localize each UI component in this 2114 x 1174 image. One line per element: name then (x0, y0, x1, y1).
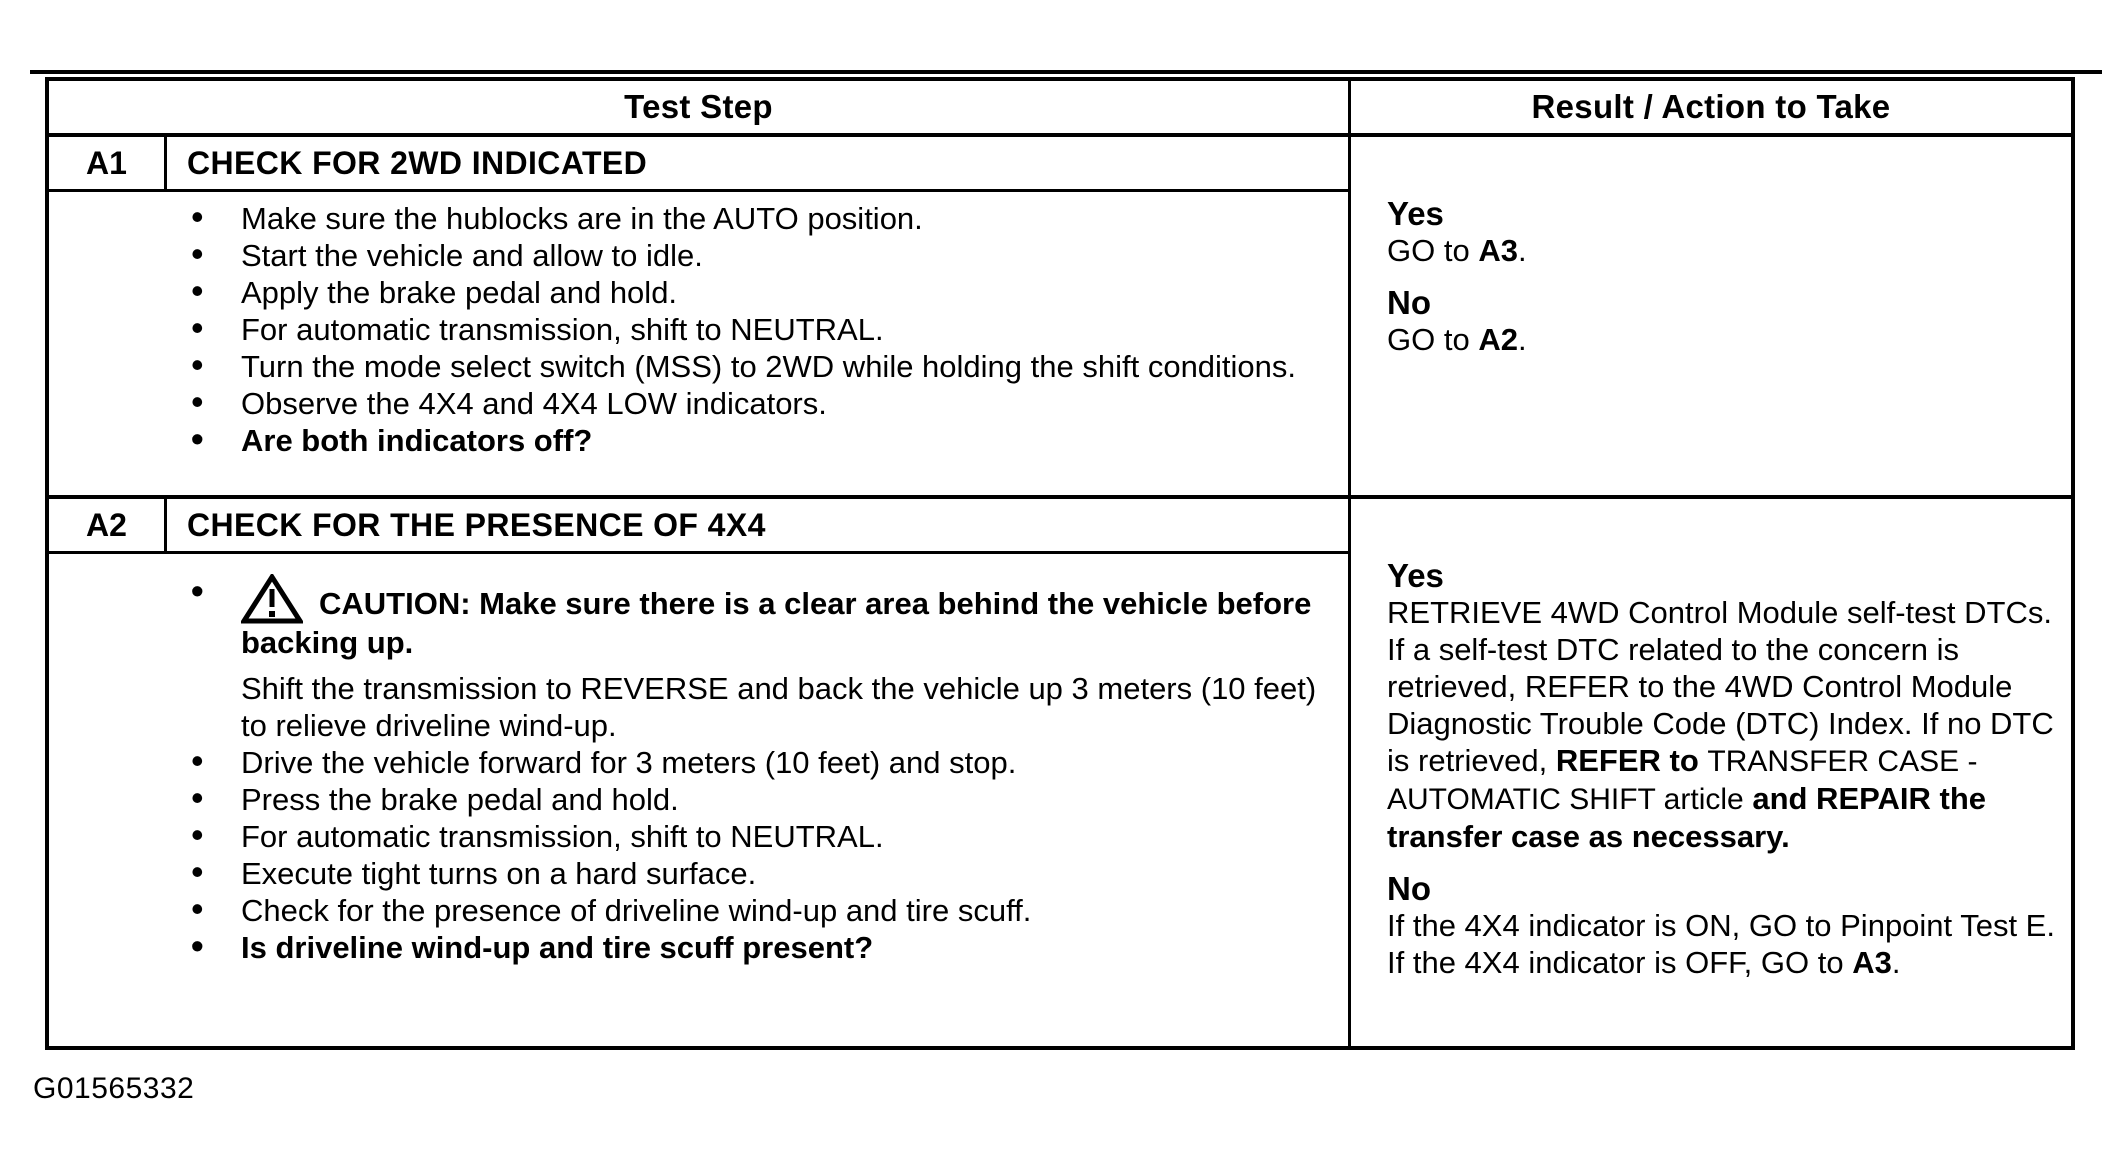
step-reference: A3 (1478, 233, 1518, 268)
step-id-a1: A1 (49, 137, 167, 189)
test-step-item: • Execute tight turns on a hard surface. (49, 855, 1320, 892)
action-text: . (1891, 945, 1901, 980)
step-reference: A3 (1852, 945, 1892, 980)
result-yes-action (1387, 232, 2057, 269)
step-reference: A2 (1478, 322, 1518, 357)
action-text: . (1517, 322, 1527, 357)
result-cell-a1 (1351, 137, 2071, 495)
test-step-item: • Drive the vehicle forward for 3 meters (10 feet) and stop. (49, 744, 1320, 781)
test-row-a2 (49, 499, 2071, 1046)
result-yes-action (1387, 594, 2057, 855)
article-reference: TRANSFER CASE - AUTOMATIC SHIFT article (1387, 745, 1978, 816)
test-step-item: • Apply the brake pedal and hold. (49, 274, 1320, 311)
test-row-a1 (49, 137, 2071, 499)
step-body-a2 (49, 554, 1348, 1046)
header-result-action: Result / Action to Take (1531, 88, 1891, 125)
test-step-item: • Check for the presence of driveline wind-up and tire scuff. (49, 892, 1320, 929)
header-test-step: Test Step (49, 81, 1351, 133)
test-step-item: • For automatic transmission, shift to NEUTRAL. (49, 818, 1320, 855)
result-yes-label: Yes (1387, 195, 1444, 232)
result-no-action (1387, 907, 2057, 981)
step-body-a1 (49, 192, 1348, 495)
test-step-item: • Observe the 4X4 and 4X4 LOW indicators. (49, 385, 1320, 422)
test-steps-list-a2 (49, 574, 1320, 966)
figure-id: G01565332 (33, 1072, 195, 1105)
result-yes-label: Yes (1387, 557, 1444, 594)
action-keyword: REFER to (1555, 743, 1708, 778)
step-title-a2: CHECK FOR THE PRESENCE OF 4X4 (187, 506, 766, 543)
action-text: If the 4X4 indicator is ON, GO to Pinpoint Test E. If the 4X4 indicator is OFF, GO to (1387, 908, 2055, 980)
result-no-label: No (1387, 870, 1431, 907)
result-cell-a2 (1351, 499, 2071, 1046)
action-text: RETRIEVE 4WD Control Module self-test DTCs. If a self-test DTC related to the concern is retrieved, REFER to the 4WD Control Module Diagnostic Trouble Code (DTC) Index. If no DTC is retrieved, (1387, 595, 2054, 778)
test-step-question: • Are both indicators off? (49, 422, 1320, 459)
test-step-item: • Turn the mode select switch (MSS) to 2WD while holding the shift conditions. (49, 348, 1320, 385)
pinpoint-test-table (45, 77, 2075, 1050)
test-step-question: • Is driveline wind-up and tire scuff present? (49, 929, 1320, 966)
action-text: GO to (1387, 233, 1479, 268)
test-steps-list-a1 (49, 200, 1320, 459)
test-step-cell-a1 (49, 137, 1351, 495)
action-keyword: and REPAIR the transfer case as necessary. (1387, 781, 1986, 854)
title-row-a2 (49, 499, 1348, 554)
top-rule (30, 70, 2102, 74)
test-step-item: • Press the brake pedal and hold. (49, 781, 1320, 818)
caution-text: CAUTION: Make sure there is a clear area behind the vehicle before backing up. (241, 586, 1312, 660)
warning-triangle-icon (241, 574, 303, 624)
step-title-a1: CHECK FOR 2WD INDICATED (187, 144, 648, 181)
caution-item (49, 574, 1320, 661)
action-text: . (1517, 233, 1527, 268)
test-step-item: • For automatic transmission, shift to NEUTRAL. (49, 311, 1320, 348)
test-step-cell-a2 (49, 499, 1351, 1046)
title-row-a1 (49, 137, 1348, 192)
result-no-label: No (1387, 284, 1431, 321)
step-id-a2: A2 (49, 499, 167, 551)
action-text: GO to (1387, 322, 1479, 357)
test-step-item: • Start the vehicle and allow to idle. (49, 237, 1320, 274)
table-header-row (49, 81, 2071, 137)
caution-note: Shift the transmission to REVERSE and back the vehicle up 3 meters (10 feet) to relieve driveline wind-up. (241, 671, 1317, 743)
test-step-item: • Make sure the hublocks are in the AUTO position. (49, 200, 1320, 237)
result-no-action (1387, 321, 2057, 358)
